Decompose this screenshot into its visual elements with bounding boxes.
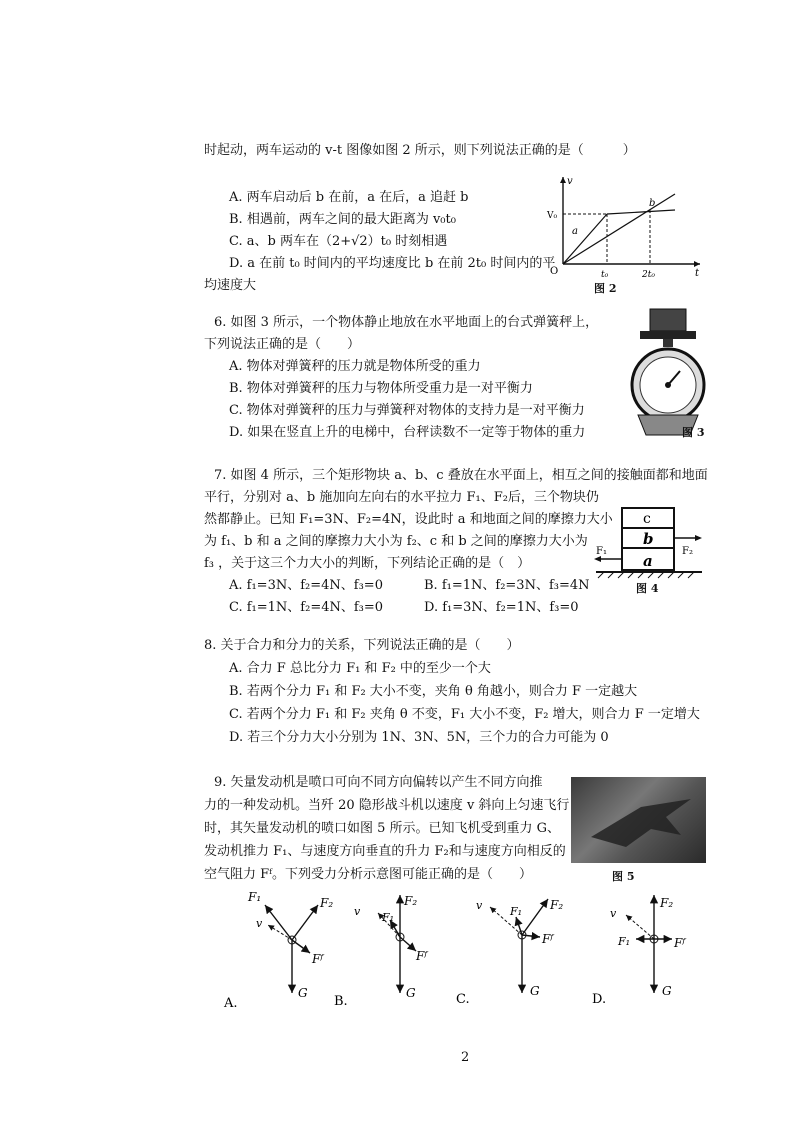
block-a-label: a (643, 552, 653, 570)
q7-option-b: B. f₁=1N、f₂=3N、f₃=4N (424, 578, 590, 593)
q8-option-b: B. 若两个分力 F₁ 和 F₂ 大小不变，夹角 θ 角越小，则合力 F 一定越大 (229, 684, 638, 699)
t0-label: t₀ (601, 270, 609, 280)
v-axis-label: v (567, 176, 573, 187)
q5-stem: 时起动，两车运动的 v-t 图像如图 2 所示，则下列说法正确的是（ ） (204, 143, 636, 158)
c-g-label: G (530, 984, 540, 998)
q8-stem: 8. 关于合力和分力的关系，下列说法正确的是（ ） (204, 638, 520, 653)
line-b-label: b (649, 198, 656, 209)
q6-option-a: A. 物体对弹簧秤的压力就是物体所受的重力 (229, 359, 481, 374)
c-f2-label: F₂ (550, 898, 564, 912)
b-ff-label: Fᶠ (416, 949, 428, 963)
b-g-label: G (406, 986, 416, 1000)
q7-line-4: 为 f₁、b 和 a 之间的摩擦力大小为 f₂、c 和 b 之间的摩擦力大小为 (204, 534, 588, 549)
a-v-label: v (256, 917, 263, 930)
figure-4-caption: 图 4 (636, 582, 659, 595)
q5-option-c: C. a、b 两车在（2+√2）t₀ 时刻相遇 (229, 234, 448, 249)
f2-label: F₂ (682, 546, 693, 557)
q8-option-c: C. 若两个分力 F₁ 和 F₂ 夹角 θ 不变，F₁ 大小不变，F₂ 增大，则合力 F 一定增大 (229, 707, 700, 722)
figure-2-caption: 图 2 (594, 282, 617, 295)
choice-a-label: A. (224, 996, 238, 1010)
c-v-label: v (476, 899, 483, 912)
q9-line-5: 空气阻力 Fᶠ。下列受力分析示意图可能正确的是（ ） (204, 867, 533, 882)
q6-option-d: D. 如果在竖直上升的电梯中，台秤读数不一定等于物体的重力 (229, 425, 586, 440)
q8-option-a: A. 合力 F 总比分力 F₁ 和 F₂ 中的至少一个大 (229, 661, 491, 676)
choice-b-label: B. (334, 994, 348, 1009)
q7-line-1: 7. 如图 4 所示，三个矩形物块 a、b、c 叠放在水平面上，相互之间的接触面都和地面 (214, 468, 708, 483)
q7-line-3: 然都静止。已知 F₁=3N、F₂=4N，设此时 a 和地面之间的摩擦力大小 (204, 512, 613, 527)
t-axis-label: t (695, 268, 700, 279)
b-f2-label: F₂ (404, 894, 418, 908)
q6-stem-line2: 下列说法正确的是（ ） (204, 337, 361, 352)
q7-option-c: C. f₁=1N、f₂=4N、f₃=0 (229, 600, 384, 615)
d-f2-label: F₂ (660, 896, 674, 910)
q9-line-1: 9. 矢量发动机是喷口可向不同方向偏转以产生不同方向推 (214, 775, 543, 790)
q9-line-2: 力的一种发动机。当歼 20 隐形战斗机以速度 v 斜向上匀速飞行 (204, 798, 570, 813)
figure-3-spring-scale (628, 305, 708, 440)
f1-label: F₁ (596, 546, 607, 557)
q7-line-2: 平行，分别对 a、b 施加向左向右的水平拉力 F₁、F₂后，三个物块仍 (204, 490, 599, 505)
diagram-b (378, 895, 416, 993)
d-g-label: G (662, 984, 672, 998)
figure-2-vt-graph (545, 172, 705, 297)
figure-4-stacked-blocks (592, 502, 707, 584)
choice-d-label: D. (592, 992, 607, 1007)
2t0-label: 2t₀ (642, 270, 655, 280)
d-ff-label: Fᶠ (674, 936, 686, 950)
q5-option-a: A. 两车启动后 b 在前，a 在后，a 追赶 b (229, 190, 469, 205)
choice-c-label: C. (456, 992, 470, 1007)
q7-line-5: f₃ ，关于这三个力大小的判断，下列结论正确的是（ ） (204, 556, 531, 571)
figure-5-jet-photo (571, 777, 706, 863)
a-g-label: G (298, 986, 308, 1000)
d-v-label: v (610, 907, 617, 920)
d-f1-label: F₁ (618, 935, 631, 948)
q7-option-a: A. f₁=3N、f₂=4N、f₃=0 (229, 578, 383, 593)
c-f1-label: F₁ (510, 905, 523, 918)
figure-3-caption: 图 3 (682, 426, 705, 439)
diagram-a (265, 905, 318, 993)
origin-label: O (550, 266, 559, 277)
q6-option-c: C. 物体对弹簧秤的压力与弹簧秤对物体的支持力是一对平衡力 (229, 403, 585, 418)
figure-5-caption: 图 5 (612, 870, 635, 883)
q8-option-d: D. 若三个分力大小分别为 1N、3N、5N，三个力的合力可能为 0 (229, 730, 609, 745)
v0-label: V₀ (547, 211, 558, 221)
q5-option-d-cont: 均速度大 (204, 278, 257, 293)
q5-option-d: D. a 在前 t₀ 时间内的平均速度比 b 在前 2t₀ 时间内的平 (229, 256, 556, 271)
force-diagrams (220, 885, 700, 1010)
block-b-label: b (643, 530, 654, 548)
q7-option-d: D. f₁=3N、f₂=1N、f₃=0 (424, 600, 579, 615)
b-v-label: v (354, 905, 361, 918)
block-c-label: c (643, 511, 651, 527)
c-ff-label: Fᶠ (542, 932, 554, 946)
line-a-label: a (572, 226, 578, 237)
q9-line-4: 发动机推力 F₁、与速度方向垂直的升力 F₂和与速度方向相反的 (204, 844, 566, 859)
b-f1-label: F₁ (382, 911, 395, 924)
q6-stem-line1: 6. 如图 3 所示，一个物体静止地放在水平地面上的台式弹簧秤上， (214, 315, 599, 330)
a-ff-label: Fᶠ (312, 952, 324, 966)
a-f1-label: F₁ (248, 890, 262, 904)
q5-option-b: B. 相遇前，两车之间的最大距离为 v₀t₀ (229, 212, 456, 227)
a-f2-label: F₂ (320, 896, 334, 910)
page-number: 2 (461, 1050, 470, 1065)
q9-line-3: 时，其矢量发动机的喷口如图 5 所示。已知飞机受到重力 G、 (204, 821, 561, 836)
q6-option-b: B. 物体对弹簧秤的压力与物体所受重力是一对平衡力 (229, 381, 533, 396)
